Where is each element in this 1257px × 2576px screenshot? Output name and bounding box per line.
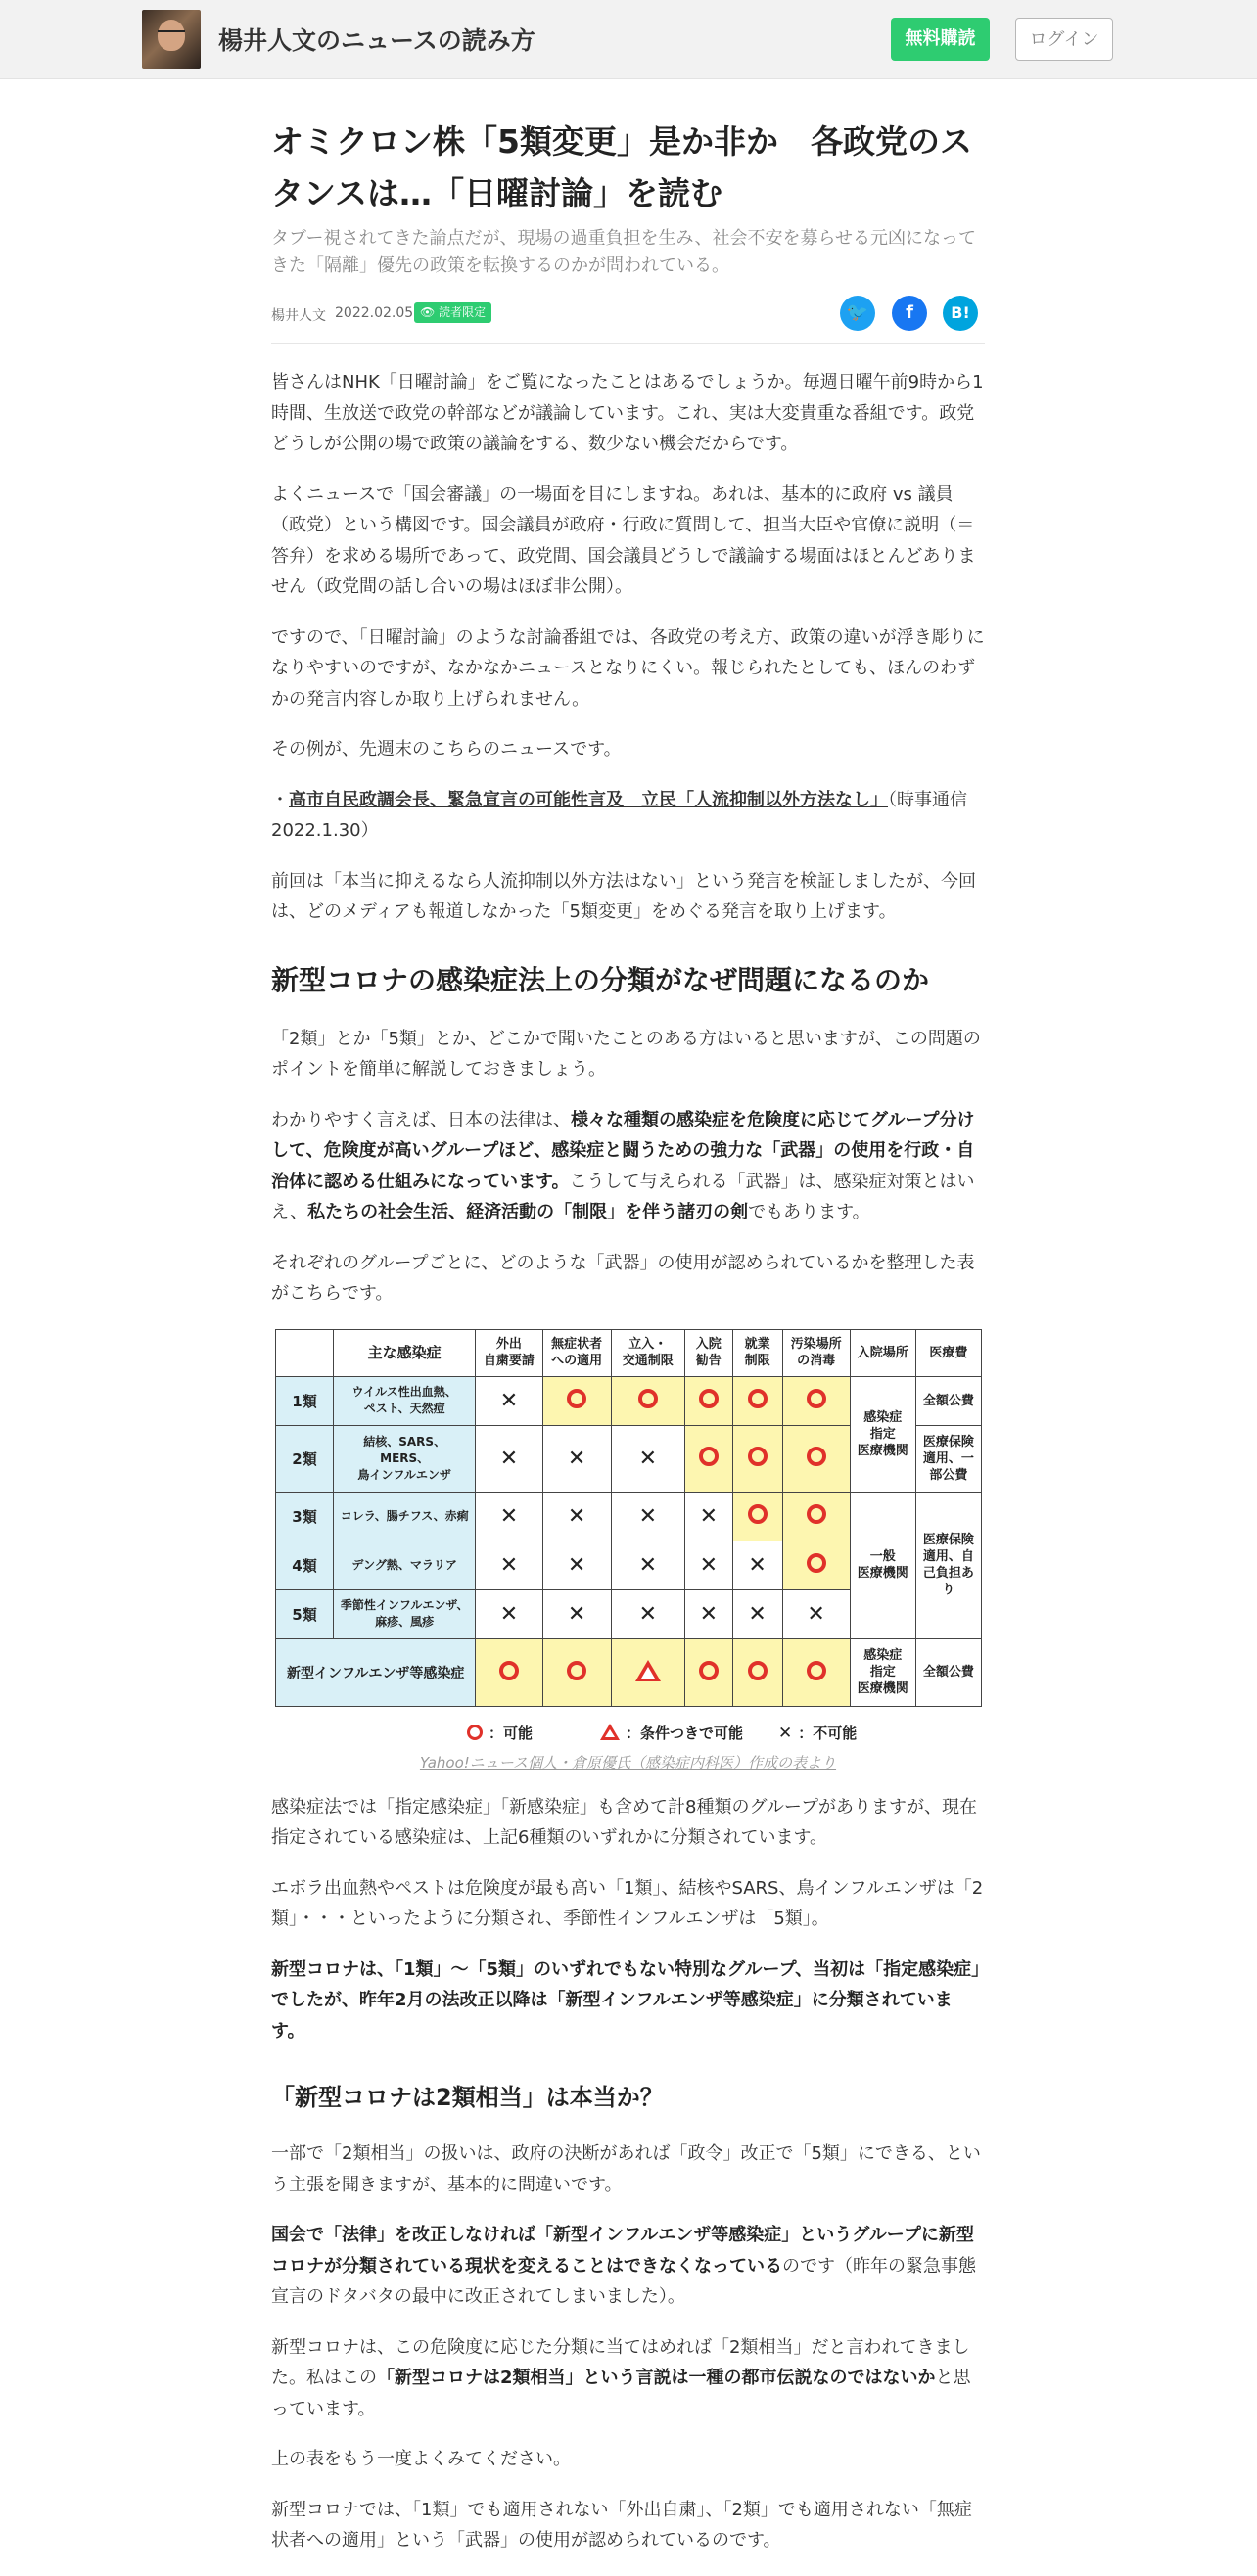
table-cell <box>542 1492 611 1541</box>
avatar-glasses <box>158 30 185 38</box>
table-cell <box>782 1589 850 1638</box>
circle-mark-icon <box>807 1553 826 1573</box>
circle-mark-icon <box>699 1661 719 1680</box>
table-cell <box>684 1541 732 1589</box>
disease-cell: ウイルス性出血熱、 ペスト、天然痘 <box>333 1376 475 1425</box>
table-cell <box>611 1376 684 1425</box>
table-cell <box>684 1425 732 1492</box>
triangle-mark-icon <box>635 1660 661 1681</box>
paragraph <box>271 785 985 847</box>
cross-mark-icon: ✕ <box>699 1601 719 1627</box>
paragraph: それぞれのグループごとに、どのような「武器」の使用が認められているかを整理した表がこちらです。 <box>271 1252 975 1304</box>
circle-mark-icon <box>807 1504 826 1524</box>
text: 新型コロナは、この危険度に応じた分類に当てはめれば「2類相当」だと言われてきました。私はこの <box>271 2336 970 2388</box>
disease-cell: デング熱、マラリア <box>333 1541 475 1589</box>
author-avatar[interactable] <box>142 10 201 69</box>
bold-text: 国会で「法律」を改正しなければ「新型インフルエンザ等感染症」というグループに新型コロナが分類されている現状を変えることはできなくなっている <box>271 2225 974 2277</box>
paragraph: 感染症法では「指定感染症」「新感染症」も含めて計8種類のグループがありますが、現在指定されている感染症は、上記6種類のいずれかに分類されています。 <box>271 1796 978 1848</box>
table-header: 無症状者 への適用 <box>542 1329 611 1376</box>
circle-mark-icon <box>748 1389 768 1408</box>
paragraph <box>271 1955 985 2047</box>
table-cell <box>732 1589 782 1638</box>
table-cell <box>476 1589 542 1638</box>
cross-mark-icon: ✕ <box>778 1723 793 1743</box>
category-cell: 2類 <box>276 1425 334 1492</box>
paragraph: ですので、「日曜討論」のような討論番組では、各政党の考え方、政策の違いが浮き彫りになりやすいのですが、なかなかニュースとなりにくい。報じられたとしても、ほんのわずかの発言内容しか取り上げられません。 <box>271 626 985 710</box>
cross-mark-icon: ✕ <box>567 1601 586 1627</box>
article-subtitle: タブー視されてきた論点だが、現場の過重負担を生み、社会不安を募らせる元凶になってきた「隔離」優先の政策を転換するのかが問われている。 <box>271 228 976 276</box>
classification-table-figure <box>271 1329 985 1772</box>
article-meta <box>271 292 985 344</box>
cross-mark-icon: ✕ <box>699 1503 719 1529</box>
cross-mark-icon: ✕ <box>567 1446 586 1471</box>
cross-mark-icon: ✕ <box>638 1601 657 1627</box>
table-cell <box>684 1492 732 1541</box>
circle-mark-icon <box>467 1725 483 1740</box>
text: こうして与えられる「武器」は、感染症対策とはいえ、 <box>271 1171 975 1222</box>
circle-mark-icon <box>748 1447 768 1466</box>
table-header: 汚染場所 の消毒 <box>782 1329 850 1376</box>
medical-cost-cell: 医療保険 適用、自 己負担あ り <box>915 1492 981 1638</box>
article <box>271 115 985 2576</box>
cross-mark-icon: ✕ <box>748 1601 767 1627</box>
cross-mark-icon: ✕ <box>499 1503 519 1529</box>
table-cell <box>611 1492 684 1541</box>
reader-only-badge: 👁 読者限定 <box>414 302 491 323</box>
publish-date: 2022.02.05 <box>335 305 414 321</box>
cross-mark-icon: ✕ <box>499 1388 519 1413</box>
author-name[interactable]: 楊井人文 <box>271 308 326 324</box>
paragraph <box>271 1105 985 1228</box>
facebook-icon[interactable]: f <box>892 296 927 331</box>
bullet: ・ <box>271 789 289 810</box>
hospital-place-cell: 感染症 指定 医療機関 <box>850 1638 915 1706</box>
paragraph: 前回は「本当に抑えるなら人流抑制以外方法はない」という発言を検証しましたが、今回は、どのメディアも報道しなかった「5類変更」をめぐる発言を取り上げます。 <box>271 870 976 922</box>
table-cell <box>476 1376 542 1425</box>
paragraph: 皆さんはNHK「日曜討論」をご覧になったことはあるでしょうか。毎週日曜午前9時から1時間、生放送で政党の幹部などが議論しています。これ、実は大変貴重な番組です。政党どうしが公開の場で政策の議論をする、数少ない機会だからです。 <box>271 372 984 454</box>
medical-cost-cell: 全額公費 <box>915 1376 981 1425</box>
category-cell: 5類 <box>276 1589 334 1638</box>
disease-cell: コレラ、腸チフス、赤痢 <box>333 1492 475 1541</box>
link-source: （時事通信2022.1.30） <box>271 789 967 841</box>
table-row <box>276 1376 982 1425</box>
table-row <box>276 1492 982 1541</box>
table-header-row <box>276 1329 982 1376</box>
cross-mark-icon: ✕ <box>807 1601 825 1627</box>
table-header: 医療費 <box>915 1329 981 1376</box>
legend-text: ：可能 <box>489 1724 534 1742</box>
table-cell <box>476 1638 542 1706</box>
circle-mark-icon <box>748 1504 768 1524</box>
table-cell <box>684 1589 732 1638</box>
paragraph <box>271 2220 985 2313</box>
disease-cell: 季節性インフルエンザ、 麻疹、風疹 <box>333 1589 475 1638</box>
paragraph: 上の表をもう一度よくみてください。 <box>271 2449 571 2469</box>
table-cell <box>684 1638 732 1706</box>
table-cell <box>476 1492 542 1541</box>
table-cell <box>542 1541 611 1589</box>
login-button[interactable]: ログイン <box>1015 18 1113 61</box>
cross-mark-icon: ✕ <box>499 1552 519 1578</box>
legend-conditional <box>600 1723 743 1743</box>
paragraph: 新型コロナでは、「1類」でも適用されない「外出自粛」、「2類」でも適用されない「無症状者への適用」という「武器」の使用が認められているのです。 <box>271 2499 972 2551</box>
article-body <box>271 367 985 2556</box>
text: と思っています。 <box>271 2368 971 2419</box>
circle-mark-icon <box>699 1389 719 1408</box>
legend-text: ：条件つきで可能 <box>626 1724 744 1742</box>
table-cell <box>611 1425 684 1492</box>
bold-text: 私たちの社会生活、経済活動の「制限」を伴う諸刃の剣 <box>307 1202 749 1222</box>
table-cell <box>542 1638 611 1706</box>
triangle-mark-icon <box>600 1724 620 1740</box>
cross-mark-icon: ✕ <box>499 1601 519 1627</box>
circle-mark-icon <box>699 1447 719 1466</box>
subscribe-button[interactable]: 無料購読 <box>891 18 990 61</box>
table-cell <box>476 1425 542 1492</box>
table-header: 立入・ 交通制限 <box>611 1329 684 1376</box>
circle-mark-icon <box>807 1661 826 1680</box>
table-header: 主な感染症 <box>333 1329 475 1376</box>
circle-mark-icon <box>567 1389 586 1408</box>
cross-mark-icon: ✕ <box>748 1552 767 1578</box>
section-heading: 「新型コロナは2類相当」は本当か？ <box>271 2084 664 2111</box>
paragraph: 一部で「2類相当」の扱いは、政府の決断があれば「政令」改正で「5類」にできる、という主張を聞きますが、基本的に間違いです。 <box>271 2143 981 2195</box>
table-cell <box>542 1425 611 1492</box>
table-cell <box>611 1589 684 1638</box>
cross-mark-icon: ✕ <box>638 1446 657 1471</box>
table-cell <box>732 1638 782 1706</box>
hatena-bookmark-icon[interactable]: B! <box>943 296 978 331</box>
bold-text: 様々な種類の感染症を危険度に応じてグループ分けして、危険度が高いグループほど、感染症と闘うための強力な「武器」の使用を行政・自治体に認める仕組みになっています。 <box>271 1109 975 1192</box>
table-cell <box>782 1638 850 1706</box>
article-title: オミクロン株「5類変更」是か非か 各政党のスタンスは…「日曜討論」を読む <box>271 122 972 212</box>
circle-mark-icon <box>807 1447 826 1466</box>
table-cell <box>542 1376 611 1425</box>
paragraph: 「2類」とか「5類」とか、どこかで聞いたことのある方はいると思いますが、この問題のポイントを簡単に解説しておきましょう。 <box>271 1028 981 1080</box>
paragraph: よくニュースで「国会審議」の一場面を目にしますね。あれは、基本的に政府 vs 議員（政党）という構図です。国会議員が政府・行政に質問して、担当大臣や官僚に説明（＝答弁）を求める場所であって、政党間、国会議員どうしで議論する場面はほとんどありません（政党間の話し合いの場はほぼ非公開）。 <box>271 483 976 597</box>
table-header: 就業 制限 <box>732 1329 782 1376</box>
category-cell: 新型インフルエンザ等感染症 <box>276 1638 476 1706</box>
category-cell: 1類 <box>276 1376 334 1425</box>
disease-cell: 結核、SARS、 MERS、 鳥インフルエンザ <box>333 1425 475 1492</box>
table-cell <box>782 1492 850 1541</box>
paragraph: その例が、先週末のこちらのニュースです。 <box>271 739 622 759</box>
cross-mark-icon: ✕ <box>567 1552 586 1578</box>
table-cell <box>732 1492 782 1541</box>
circle-mark-icon <box>499 1661 519 1680</box>
cross-mark-icon: ✕ <box>638 1503 657 1529</box>
table-legend <box>271 1721 985 1744</box>
table-header <box>276 1329 334 1376</box>
bold-text: 新型コロナは、「1類」〜「5類」のいずれでもない特別なグループ、当初は「指定感染症」でしたが、昨年2月の法改正以降は「新型インフルエンザ等感染症」に分類されています。 <box>271 1958 981 2042</box>
cross-mark-icon: ✕ <box>499 1446 519 1471</box>
table-cell <box>611 1541 684 1589</box>
badge-label: 読者限定 <box>439 305 487 319</box>
legend-possible <box>467 1723 533 1743</box>
category-cell: 4類 <box>276 1541 334 1589</box>
table-cell <box>782 1376 850 1425</box>
medical-cost-cell: 医療保険 適用、一 部公費 <box>915 1425 981 1492</box>
table-cell <box>542 1589 611 1638</box>
figure-caption <box>271 1752 985 1772</box>
table-cell <box>732 1376 782 1425</box>
news-link[interactable]: 高市自民政調会長、緊急宣言の可能性言及 立民「人流抑制以外方法なし」 <box>289 789 888 810</box>
circle-mark-icon <box>748 1661 768 1680</box>
paragraph <box>271 2332 985 2425</box>
circle-mark-icon <box>807 1389 826 1408</box>
cross-mark-icon: ✕ <box>699 1552 719 1578</box>
circle-mark-icon <box>638 1389 658 1408</box>
table-cell <box>684 1376 732 1425</box>
text: わかりやすく言えば、日本の法律は、 <box>271 1109 571 1130</box>
table-header: 入院 勧告 <box>684 1329 732 1376</box>
legend-text: ：不可能 <box>798 1724 858 1742</box>
site-title[interactable]: 楊井人文のニュースの読み方 <box>218 26 535 55</box>
legend-impossible <box>778 1723 857 1743</box>
text: のです（昨年の緊急事態宣言のドタバタの最中に改正されてしまいました）。 <box>271 2255 976 2307</box>
hospital-place-cell: 感染症 指定 医療機関 <box>850 1376 915 1492</box>
table-cell <box>782 1425 850 1492</box>
caption-link[interactable]: Yahoo!ニュース個人・倉原優氏（感染症内科医）作成の表より <box>419 1753 837 1771</box>
table-cell <box>732 1541 782 1589</box>
table-body <box>276 1376 982 1706</box>
section-heading: 新型コロナの感染症法上の分類がなぜ問題になるのか <box>271 963 930 996</box>
table-cell <box>732 1425 782 1492</box>
table-header: 外出 自粛要請 <box>476 1329 542 1376</box>
site-header <box>0 0 1257 79</box>
table-row <box>276 1638 982 1706</box>
cross-mark-icon: ✕ <box>567 1503 586 1529</box>
twitter-icon[interactable]: 🐦 <box>840 296 875 331</box>
hospital-place-cell: 一般 医療機関 <box>850 1492 915 1638</box>
category-cell: 3類 <box>276 1492 334 1541</box>
text: でもあります。 <box>748 1202 870 1222</box>
table-cell <box>782 1541 850 1589</box>
table-cell <box>476 1541 542 1589</box>
medical-cost-cell: 全額公費 <box>915 1638 981 1706</box>
bold-text: 「新型コロナは2類相当」という言説は一種の都市伝説なのではないか <box>377 2368 936 2388</box>
table-header: 入院場所 <box>850 1329 915 1376</box>
classification-table <box>275 1329 982 1707</box>
cross-mark-icon: ✕ <box>638 1552 657 1578</box>
paragraph: エボラ出血熱やペストは危険度が最も高い「1類」、結核やSARS、鳥インフルエンザは「2類」・・・といったように分類され、季節性インフルエンザは「5類」。 <box>271 1877 984 1929</box>
circle-mark-icon <box>567 1661 586 1680</box>
table-cell <box>611 1638 684 1706</box>
